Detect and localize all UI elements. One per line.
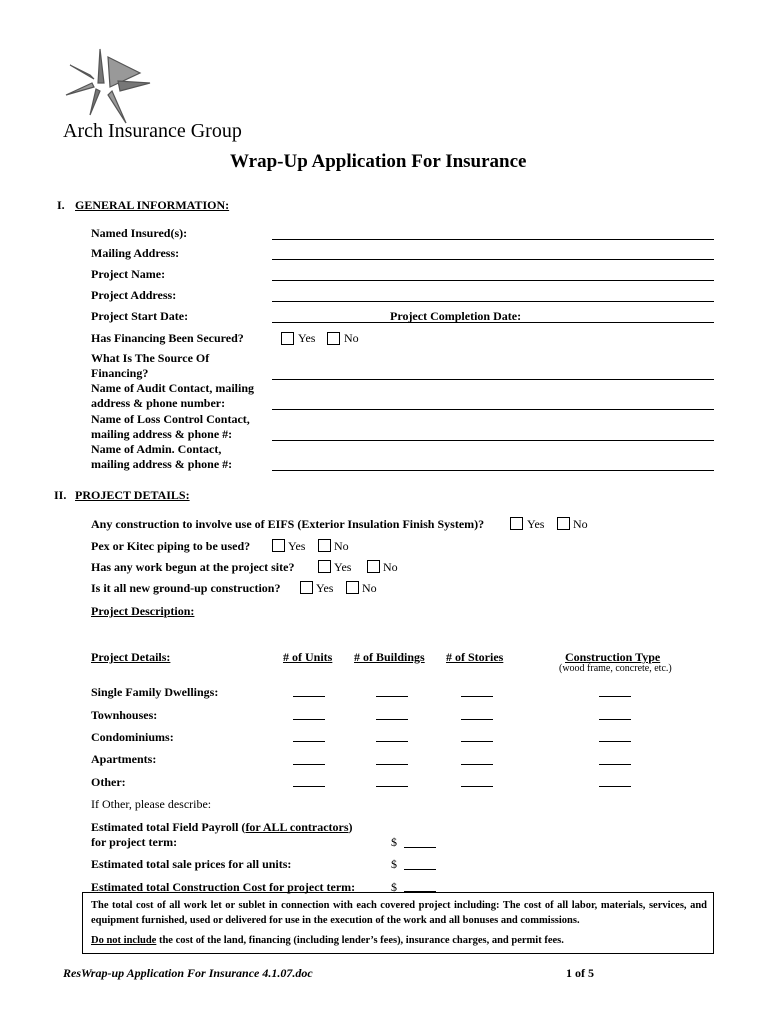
loss-control-field[interactable] <box>272 440 714 441</box>
work-begun-yes-checkbox[interactable] <box>318 560 331 573</box>
field-payroll-label-2: for project term: <box>91 835 178 849</box>
row-label: Other: <box>91 775 126 789</box>
construction-cost-dollar: $ <box>391 880 397 894</box>
pex-yes-checkbox[interactable] <box>272 539 285 552</box>
stories-field[interactable] <box>461 696 493 697</box>
notice-exclusions <box>91 933 707 948</box>
work-begun-no-checkbox[interactable] <box>367 560 380 573</box>
loss-control-label: Name of Loss Control Contact, <box>91 412 250 426</box>
section-2-numeral: II. <box>54 488 67 502</box>
new-construction-yes-label: Yes <box>316 581 334 595</box>
construction-cost-notice-box <box>82 892 714 954</box>
stories-field[interactable] <box>461 741 493 742</box>
construction-type-field[interactable] <box>599 696 631 697</box>
loss-control-label-2: mailing address & phone #: <box>91 427 233 441</box>
admin-contact-label-2: mailing address & phone #: <box>91 457 233 471</box>
source-financing-field[interactable] <box>272 379 714 380</box>
construction-type-field[interactable] <box>599 786 631 787</box>
eifs-no-label: No <box>573 517 588 531</box>
stories-field[interactable] <box>461 764 493 765</box>
payroll-field[interactable] <box>404 847 436 848</box>
col-stories: # of Stories <box>446 650 504 664</box>
financing-secured-label: Has Financing Been Secured? <box>91 331 244 345</box>
financing-yes-label: Yes <box>298 331 316 345</box>
arch-logo-icon <box>60 45 155 125</box>
footer-filename: ResWrap-up Application For Insurance 4.1.07.doc <box>63 966 313 980</box>
stories-field[interactable] <box>461 719 493 720</box>
financing-yes-checkbox[interactable] <box>281 332 294 345</box>
section-2-heading: PROJECT DETAILS: <box>75 488 190 502</box>
project-dates-field[interactable] <box>272 322 714 323</box>
units-field[interactable] <box>293 786 325 787</box>
units-field[interactable] <box>293 719 325 720</box>
work-begun-question: Has any work begun at the project site? <box>91 560 295 574</box>
mailing-address-field[interactable] <box>272 259 714 260</box>
work-begun-no-label: No <box>383 560 398 574</box>
new-construction-no-checkbox[interactable] <box>346 581 359 594</box>
construction-type-field[interactable] <box>599 764 631 765</box>
company-name: Arch Insurance Group <box>63 120 242 142</box>
units-field[interactable] <box>293 764 325 765</box>
work-begun-yes-label: Yes <box>334 560 352 574</box>
col-construction-note: (wood frame, concrete, etc.) <box>559 663 672 674</box>
sale-prices-field[interactable] <box>404 869 436 870</box>
financing-no-label: No <box>344 331 359 345</box>
mailing-address-label: Mailing Address: <box>91 246 180 260</box>
eifs-no-checkbox[interactable] <box>557 517 570 530</box>
source-financing-label-2: Financing? <box>91 366 149 380</box>
admin-contact-label: Name of Admin. Contact, <box>91 442 222 456</box>
new-construction-no-label: No <box>362 581 377 595</box>
row-label: Apartments: <box>91 752 157 766</box>
project-address-field[interactable] <box>272 301 714 302</box>
pex-question: Pex or Kitec piping to be used? <box>91 539 251 553</box>
other-describe-label: If Other, please describe: <box>91 797 212 811</box>
new-construction-question: Is it all new ground-up construction? <box>91 581 281 595</box>
row-label: Single Family Dwellings: <box>91 685 219 699</box>
field-payroll-label <box>91 820 353 835</box>
col-project-details: Project Details: <box>91 650 171 664</box>
col-units: # of Units <box>283 650 333 664</box>
field-payroll-label-b: for ALL contractors <box>245 820 349 834</box>
notice-text: The total cost of all work let or sublet in connection with each covered project including: The cost of all labor, materials, services, and equipment furnished, used or delivered for use in the execution of the work and all bonuses and commissions. <box>91 900 707 926</box>
field-payroll-label-c: ) <box>348 820 353 834</box>
col-buildings: # of Buildings <box>354 650 425 664</box>
project-name-label: Project Name: <box>91 267 166 281</box>
named-insured-label: Named Insured(s): <box>91 226 188 240</box>
project-name-field[interactable] <box>272 280 714 281</box>
section-1-numeral: I. <box>57 198 65 212</box>
buildings-field[interactable] <box>376 696 408 697</box>
source-financing-label: What Is The Source Of <box>91 351 210 365</box>
construction-cost-label: Estimated total Construction Cost for project term: <box>91 880 356 894</box>
sale-prices-label: Estimated total sale prices for all units: <box>91 857 292 871</box>
buildings-field[interactable] <box>376 764 408 765</box>
audit-contact-label-2: address & phone number: <box>91 396 226 410</box>
construction-type-field[interactable] <box>599 719 631 720</box>
project-completion-label: Project Completion Date: <box>390 309 522 323</box>
units-field[interactable] <box>293 696 325 697</box>
project-description-label: Project Description: <box>91 604 195 618</box>
do-not-include-text: Do not include <box>91 935 157 946</box>
admin-contact-field[interactable] <box>272 470 714 471</box>
stories-field[interactable] <box>461 786 493 787</box>
pex-yes-label: Yes <box>288 539 306 553</box>
row-label: Townhouses: <box>91 708 158 722</box>
page-title: Wrap-Up Application For Insurance <box>230 151 527 172</box>
project-start-label: Project Start Date: <box>91 309 189 323</box>
col-construction-type: Construction Type <box>565 650 661 664</box>
eifs-yes-checkbox[interactable] <box>510 517 523 530</box>
eifs-question: Any construction to involve use of EIFS (Exterior Insulation Finish System)? <box>91 517 485 531</box>
payroll-dollar: $ <box>391 835 397 849</box>
field-payroll-label-a: Estimated total Field Payroll ( <box>91 820 246 834</box>
units-field[interactable] <box>293 741 325 742</box>
buildings-field[interactable] <box>376 741 408 742</box>
exclusions-text: the cost of the land, financing (including lender’s fees), insurance charges, and permit fees. <box>156 935 564 946</box>
named-insured-field[interactable] <box>272 239 714 240</box>
new-construction-yes-checkbox[interactable] <box>300 581 313 594</box>
buildings-field[interactable] <box>376 786 408 787</box>
eifs-yes-label: Yes <box>527 517 545 531</box>
footer-page-number: 1 of 5 <box>566 966 594 980</box>
pex-no-label: No <box>334 539 349 553</box>
buildings-field[interactable] <box>376 719 408 720</box>
audit-contact-label: Name of Audit Contact, mailing <box>91 381 254 395</box>
project-address-label: Project Address: <box>91 288 177 302</box>
construction-type-field[interactable] <box>599 741 631 742</box>
pex-no-checkbox[interactable] <box>318 539 331 552</box>
section-1-heading: GENERAL INFORMATION: <box>75 198 230 212</box>
row-label: Condominiums: <box>91 730 174 744</box>
audit-contact-field[interactable] <box>272 409 714 410</box>
sale-prices-dollar: $ <box>391 857 397 871</box>
financing-no-checkbox[interactable] <box>327 332 340 345</box>
